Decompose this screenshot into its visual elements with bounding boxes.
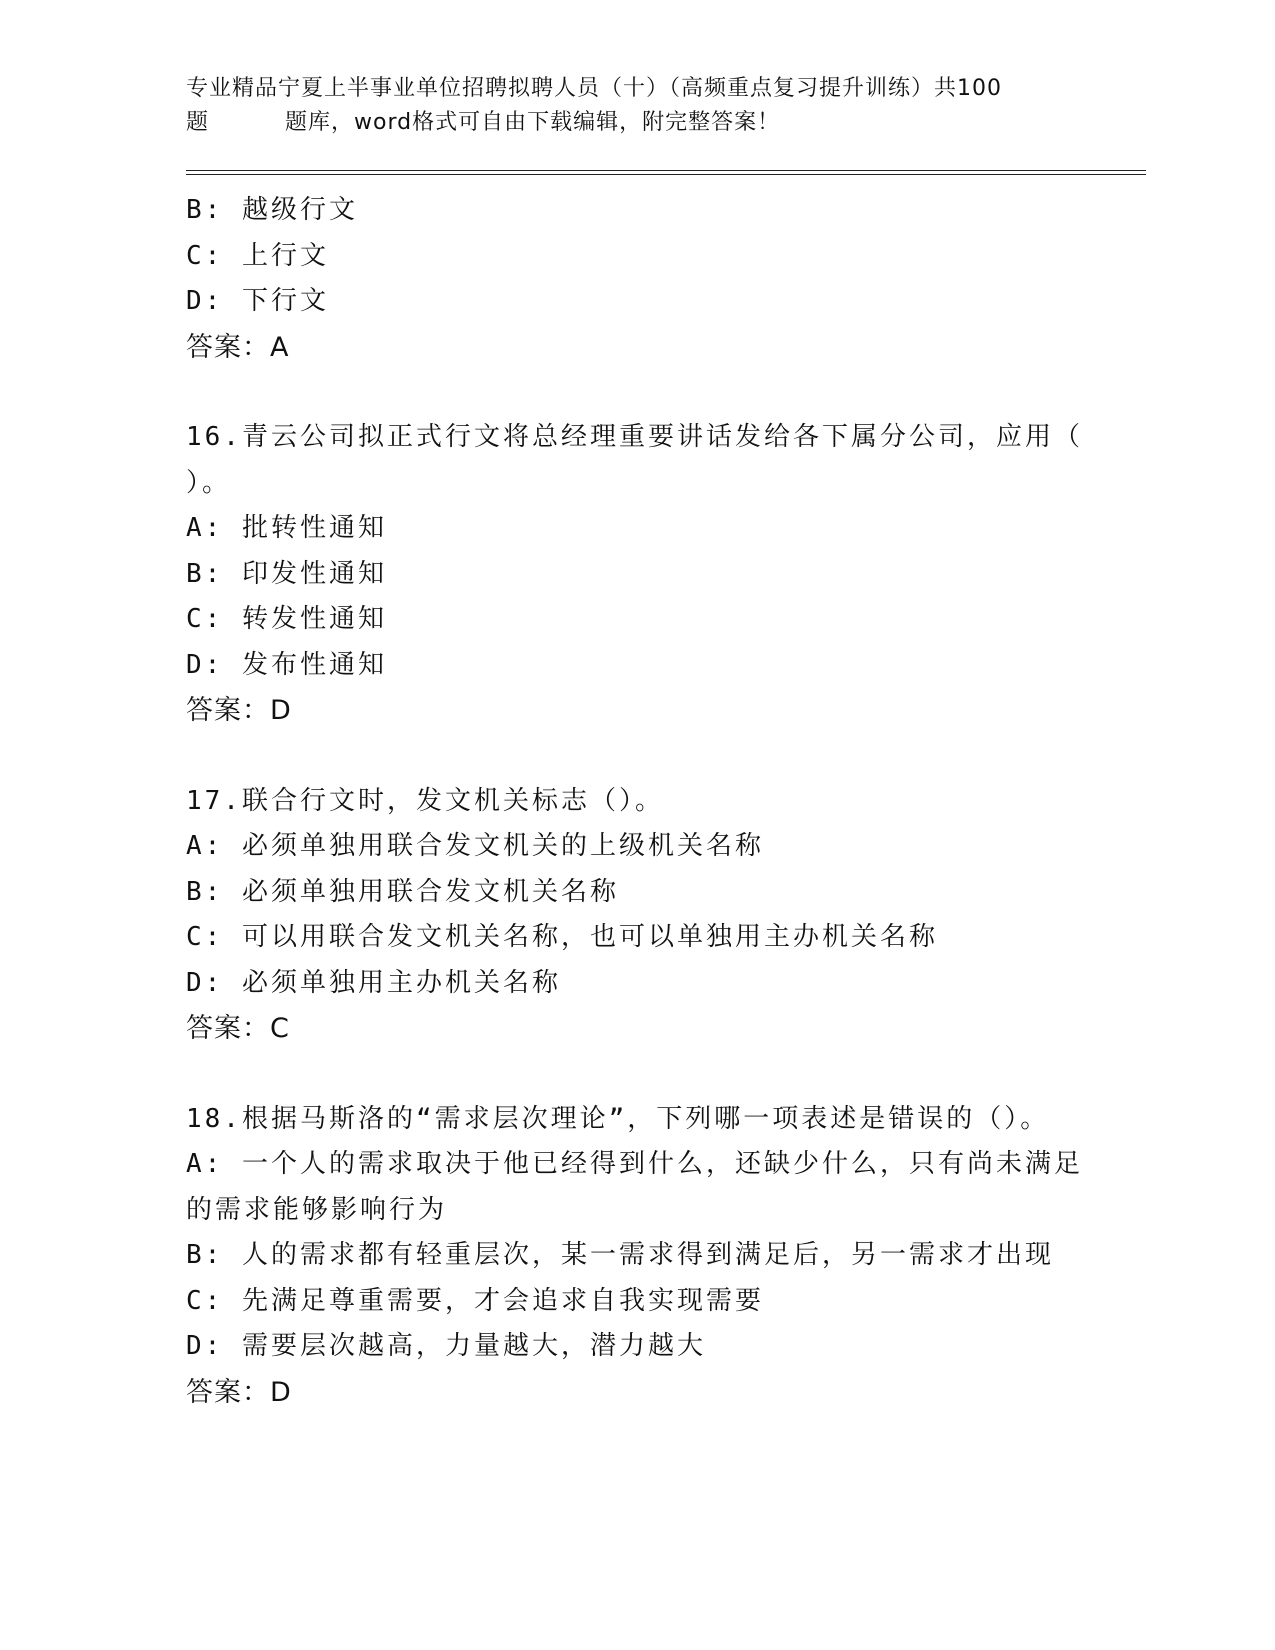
option-text: 印发性通知 [241,558,387,589]
option-c [186,1279,1066,1325]
option-text: 转发性通知 [241,604,387,634]
option-label: D: [186,286,224,316]
option-text: 必须单独用主办机关名称 [241,967,561,998]
option-text: 必须单独用联合发文机关名称 [241,876,619,907]
question-17 [186,779,1066,1052]
option-label: A: [186,831,224,861]
option-b [186,552,1066,598]
option-text: 需要层次越高，力量越大，潜力越大 [241,1331,706,1361]
option-label: C: [186,604,224,634]
option-d [186,961,1066,1007]
option-label: B: [186,876,224,907]
answer-line: 答案：A [186,331,290,363]
header-title-line-2-right: 题库，word格式可自由下载编辑，附完整答案！ [285,110,781,135]
option-d [186,279,1066,325]
answer-line: 答案：C [186,1013,290,1044]
option-label: D: [186,1331,224,1361]
page-header [186,72,1086,140]
option-b [186,188,1066,234]
header-title-line-1: 专业精品宁夏上半事业单位招聘拟聘人员（十）（高频重点复习提升训练）共100 [186,76,1002,101]
option-c [186,234,1066,280]
option-text: 人的需求都有轻重层次，某一需求得到满足后，另一需求才出现 [241,1240,1054,1270]
option-b [186,1233,1066,1279]
option-text: 发布性通知 [241,649,387,680]
option-text: 越级行文 [241,195,358,225]
option-a [186,1142,1083,1188]
question-stem-continued: ）。 [186,467,232,498]
option-text: 下行文 [241,286,329,316]
question-16 [186,415,1083,734]
option-a-continued: 的需求能够影响行为 [186,1194,448,1225]
option-text: 批转性通知 [241,513,387,543]
option-label: A: [186,513,224,543]
option-d [186,643,1066,689]
option-text: 一个人的需求取决于他已经得到什么，还缺少什么，只有尚未满足 [241,1149,1083,1179]
option-text: 上行文 [241,240,329,271]
option-label: B: [186,1240,224,1270]
question-18 [186,1097,1083,1416]
option-label: D: [186,649,224,680]
question-stem: 18.根据马斯洛的“需求层次理论”，下列哪一项表述是错误的（）。 [186,1103,1050,1134]
option-c [186,915,1066,961]
question-stem: 17.联合行文时，发文机关标志（）。 [186,785,664,816]
option-label: C: [186,1285,224,1316]
answer-line: 答案：D [186,695,292,726]
option-label: A: [186,1149,224,1179]
option-label: D: [186,967,224,998]
option-a [186,506,1066,552]
option-b [186,870,1066,916]
option-text: 先满足尊重需要，才会追求自我实现需要 [241,1285,764,1316]
option-label: C: [186,240,224,271]
option-text: 可以用联合发文机关名称，也可以单独用主办机关名称 [241,922,938,952]
option-a [186,824,1066,870]
header-rule-bottom [186,174,1146,175]
question-stem: 16.青云公司拟正式行文将总经理重要讲话发给各下属分公司，应用（ [186,422,1083,452]
option-c [186,597,1066,643]
option-text: 必须单独用联合发文机关的上级机关名称 [241,831,764,861]
option-label: C: [186,922,224,952]
option-label: B: [186,558,224,589]
option-label: B: [186,195,224,225]
header-title-line-2-left: 题 [186,110,210,135]
header-rule-top [186,170,1146,171]
header-title-line-2 [186,106,1086,140]
answer-line: 答案：D [186,1376,292,1408]
prev-question-block [186,188,1066,370]
question-content [186,188,1083,1415]
option-d [186,1324,1066,1370]
